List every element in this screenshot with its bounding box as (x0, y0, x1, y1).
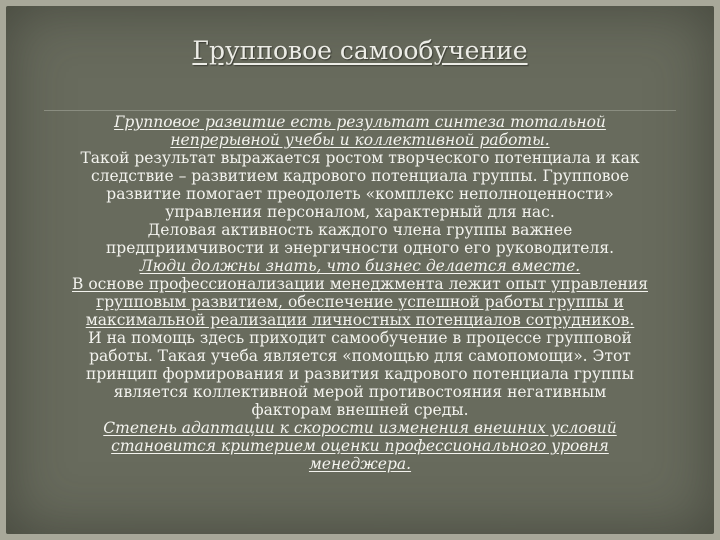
body-line: факторам внешней среды. (251, 401, 469, 419)
body-line: В основе профессионализации менеджмента лежит опыт управления (72, 275, 648, 293)
body-line: Люди должны знать, что бизнес делается вместе. (139, 257, 581, 275)
body-line: И на помощь здесь приходит самообучение в процессе групповой (88, 329, 632, 347)
body-line: работы. Такая учеба является «помощью для самопомощи». Этот (89, 347, 631, 365)
body-line: менеджера. (308, 455, 412, 473)
body-line: Деловая активность каждого члена группы важнее (147, 221, 573, 239)
body-line: групповым развитием, обеспечение успешной работы группы и (96, 293, 624, 311)
body-line: Групповое развитие есть результат синтеза тотальной (114, 113, 606, 131)
body-line: Степень адаптации к скорости изменения внешних условий (103, 419, 617, 437)
body-line: принцип формирования и развития кадрового потенциала группы (86, 365, 634, 383)
body-line: Такой результат выражается ростом творческого потенциала и как (80, 149, 640, 167)
body-line: непрерывной учебы и коллективной работы. (170, 131, 550, 149)
body-line: управления персоналом, характерный для нас. (165, 203, 555, 221)
body-line: предприимчивости и энергичности одного его руководителя. (105, 239, 615, 257)
title-divider (44, 110, 676, 111)
body-line: является коллективной мерой противостояния негативным (113, 383, 607, 401)
slide-title: Групповое самообучение (192, 36, 528, 65)
body-line: максимальной реализации личностных потенциалов сотрудников. (85, 311, 635, 329)
body-line: развитие помогает преодолеть «комплекс неполноценности» (106, 185, 614, 203)
body-line: следствие – развитием кадрового потенциала группы. Групповое (90, 167, 630, 185)
body-line: становится критерием оценки профессионального уровня (111, 437, 609, 455)
